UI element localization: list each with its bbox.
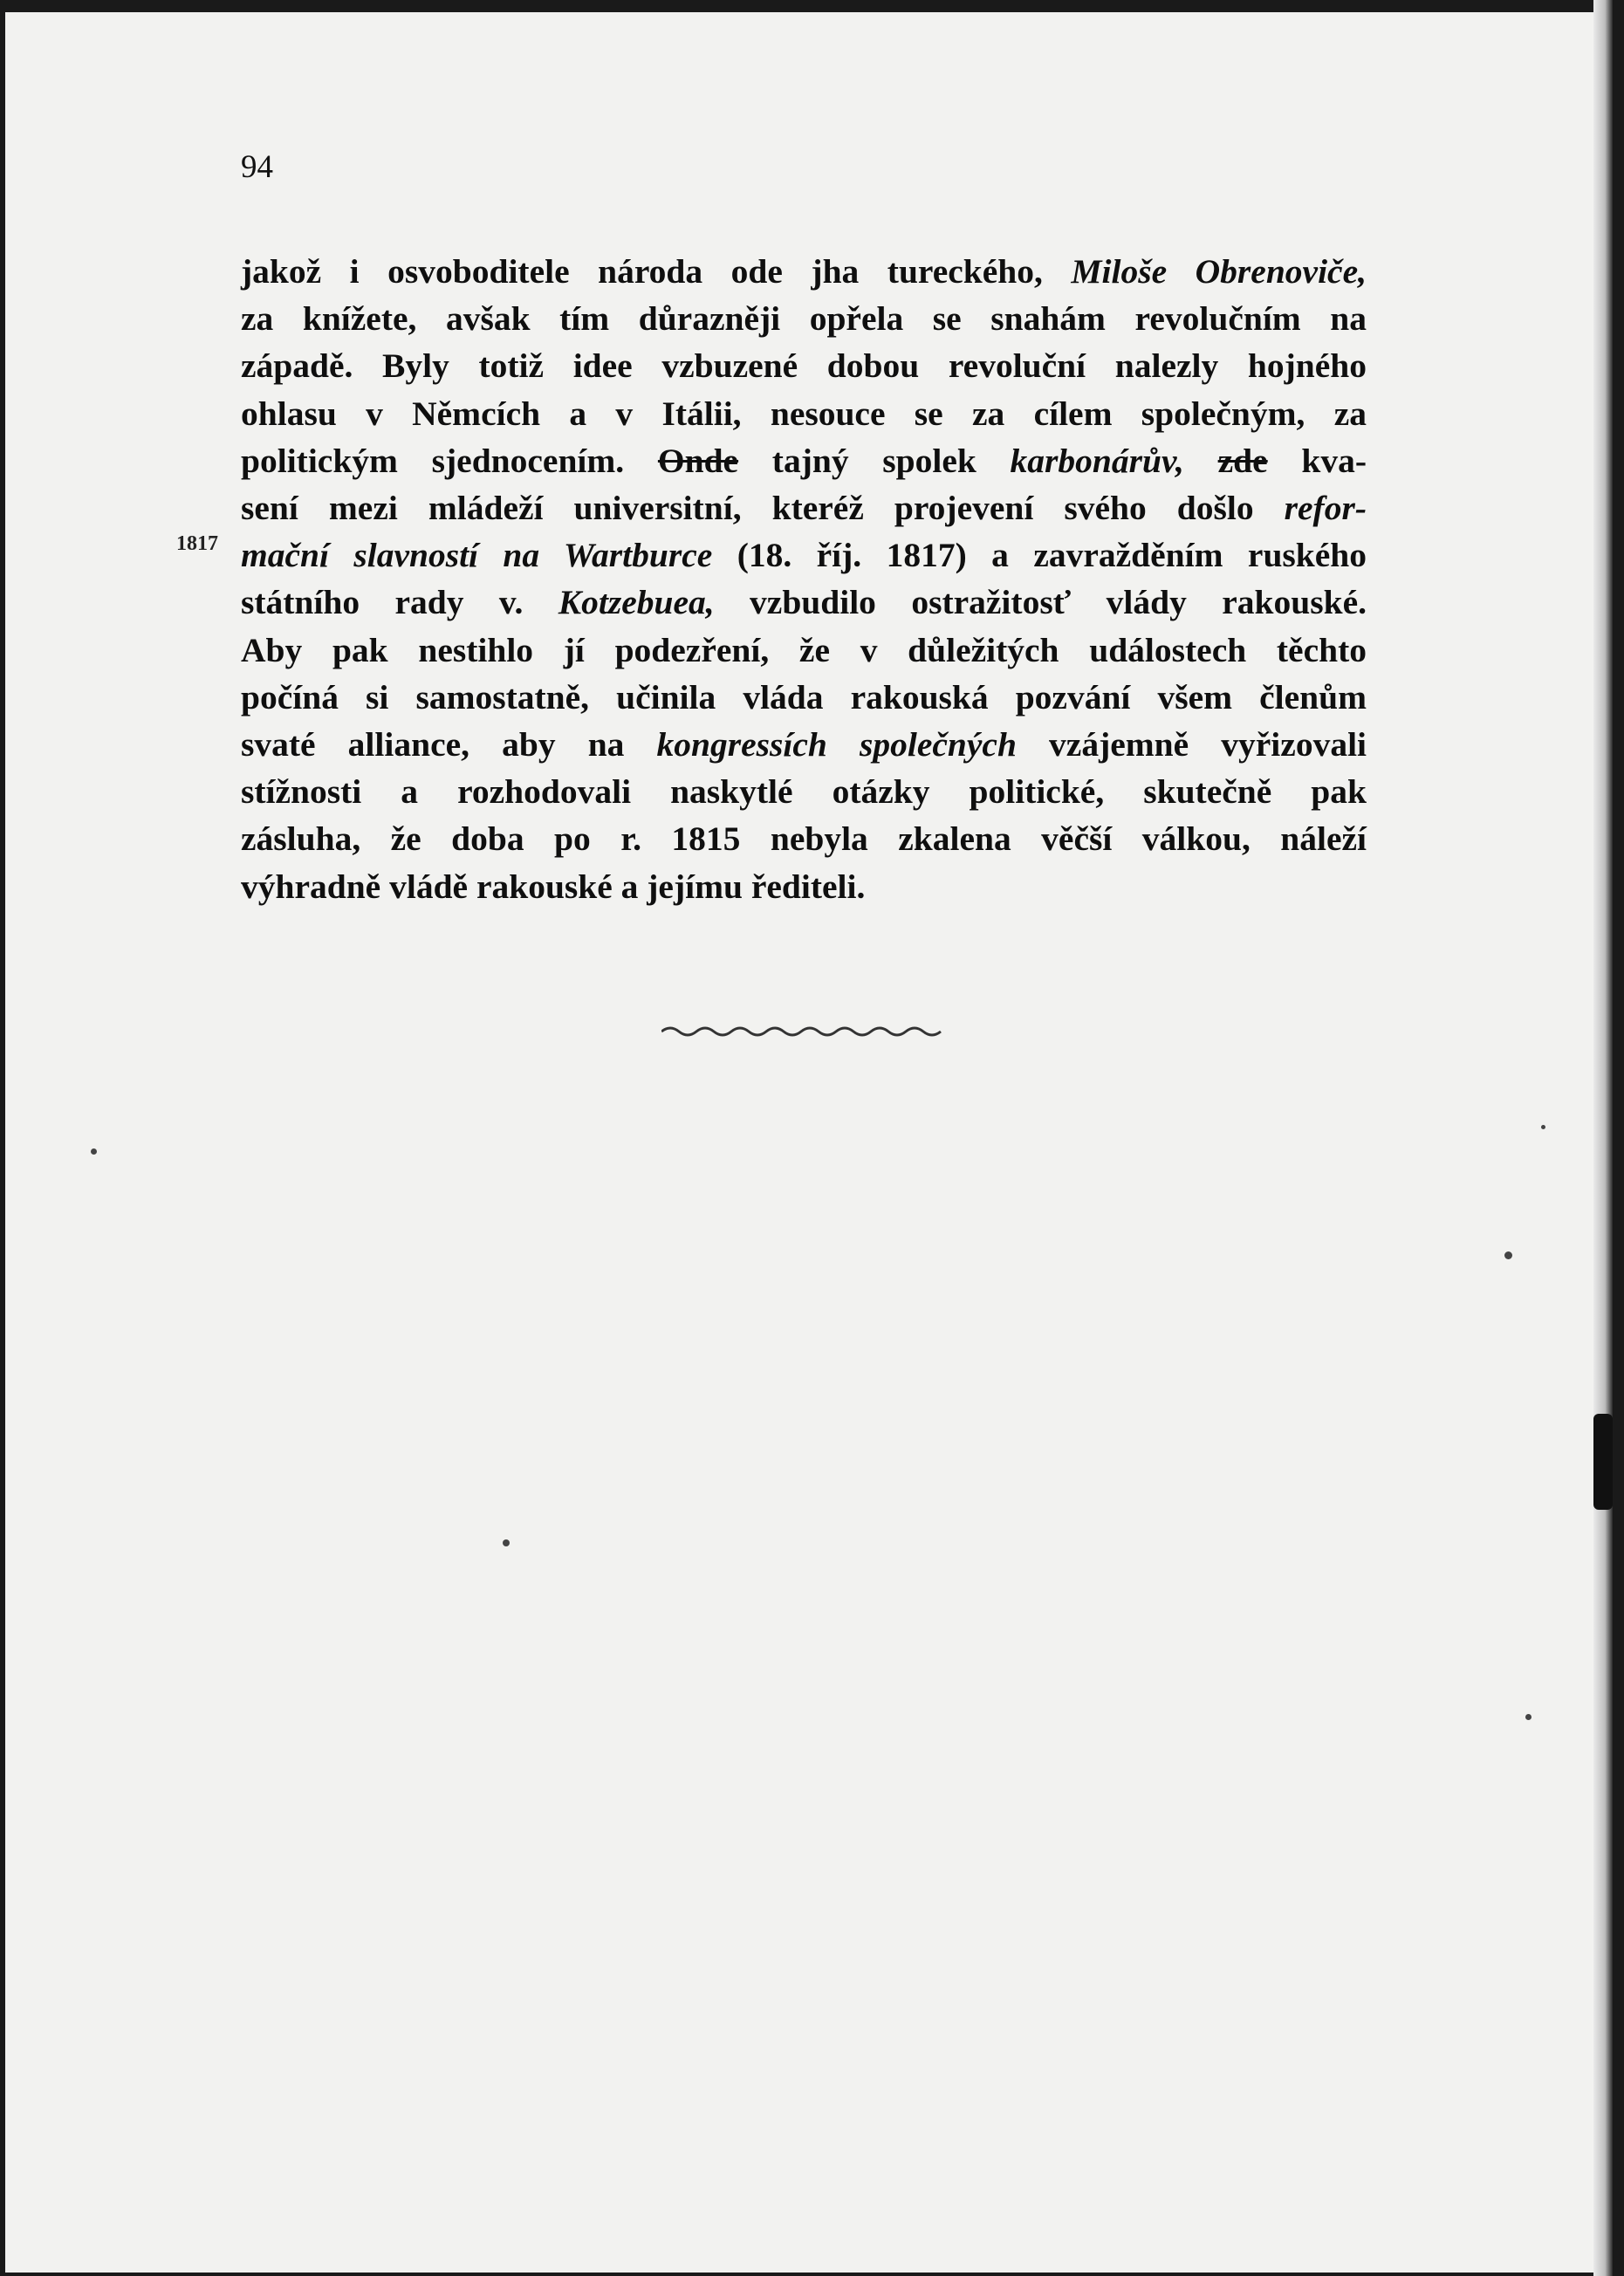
text-run: výhradně vládě rakouské a jejímu řediteli.	[241, 867, 866, 906]
text-line	[241, 674, 1367, 721]
text-run: vzbudilo ostražitosť vlády rakouské.	[714, 583, 1367, 622]
book-page	[5, 12, 1609, 2273]
italic-text-run: karbonárův,	[1010, 441, 1184, 480]
text-run: státního rady v.	[241, 583, 558, 622]
text-line	[241, 721, 1367, 768]
ornament-divider-icon	[661, 1025, 949, 1042]
text-run: tajný spolek	[738, 441, 1011, 480]
italic-text-run: kongressích společných	[656, 725, 1017, 764]
scan-speck	[1541, 1125, 1545, 1129]
italic-text-run: refor-	[1284, 489, 1367, 528]
text-run: vzájemně vyřizovali	[1016, 725, 1367, 764]
text-run: jakož i osvoboditele národa ode jha tureckého,	[241, 252, 1072, 291]
text-run: západě. Byly totiž idee vzbuzené dobou revoluční nalezly hojného	[241, 346, 1367, 386]
text-line	[241, 531, 1367, 579]
text-line	[241, 815, 1367, 862]
text-line	[241, 627, 1367, 674]
text-run: svaté alliance, aby na	[241, 725, 657, 764]
scan-speck	[91, 1148, 97, 1155]
text-run: stížnosti a rozhodovali naskytlé otázky politické, skutečně pak	[241, 772, 1367, 812]
text-run: kva-	[1267, 441, 1367, 480]
text-line	[241, 484, 1367, 531]
text-run: politickým sjednocením.	[241, 441, 658, 480]
text-run	[1184, 442, 1218, 480]
scan-speck	[1525, 1714, 1531, 1720]
italic-text-run: Miloše Obrenoviče,	[1071, 252, 1367, 291]
text-line	[241, 295, 1367, 342]
text-line	[241, 863, 1367, 910]
text-run: Aby pak nestihlo jí podezření, že v důležitých událostech těchto	[241, 630, 1367, 669]
italic-text-run: Kotzebuea,	[558, 583, 715, 622]
text-run: zásluha, že doba po r. 1815 nebyla zkalena věčší válkou, náleží	[241, 819, 1367, 859]
binding-mark	[1593, 1414, 1613, 1510]
text-run: sení mezi mládeží universitní, kteréž projevení svého došlo	[241, 489, 1285, 528]
page-number: 94	[241, 149, 273, 185]
text-run: za knížete, avšak tím důrazněji opřela se snahám revolučním na	[241, 299, 1367, 339]
text-line	[241, 768, 1367, 815]
text-line	[241, 579, 1367, 626]
italic-text-run: mační slavností na Wartburce	[241, 536, 713, 575]
text-line	[241, 342, 1367, 389]
text-run: ohlasu v Němcích a v Itálii, nesouce se za cílem společným, za	[241, 394, 1367, 433]
text-line	[241, 248, 1367, 295]
text-run: (18. říj. 1817) a zavražděním ruského	[712, 536, 1367, 575]
struck-text-run: zde	[1217, 441, 1268, 480]
body-paragraph	[241, 248, 1367, 910]
scan-speck	[1504, 1251, 1512, 1259]
text-line	[241, 390, 1367, 437]
text-line	[241, 437, 1367, 484]
struck-text-run: Onde	[657, 441, 739, 480]
scan-speck	[503, 1539, 510, 1546]
page-edge-shadow	[1593, 0, 1613, 2276]
margin-note-year: 1817	[176, 532, 218, 555]
text-run: počíná si samostatně, učinila vláda rakouská pozvání všem členům	[241, 677, 1367, 716]
